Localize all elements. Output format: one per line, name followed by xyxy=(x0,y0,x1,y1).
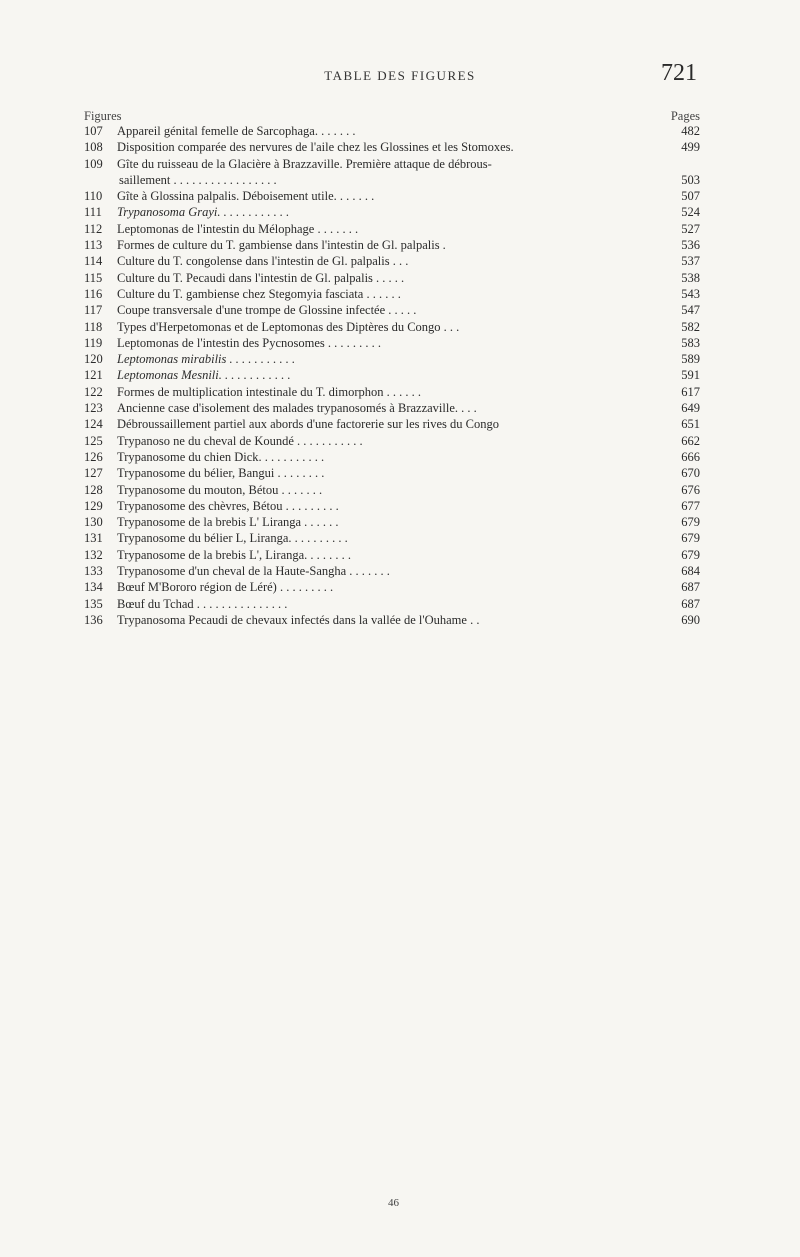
page-reference: 687 xyxy=(681,580,700,595)
figure-number: 118 xyxy=(84,319,103,334)
figure-number: 120 xyxy=(84,352,103,367)
page-reference: 507 xyxy=(681,189,700,204)
page-reference: 499 xyxy=(681,140,700,155)
figure-number: 134 xyxy=(84,580,103,595)
page-reference: 591 xyxy=(681,368,700,383)
figure-number: 111 xyxy=(84,205,102,220)
list-item xyxy=(84,237,700,253)
page-reference: 589 xyxy=(681,352,700,367)
figure-number: 109 xyxy=(84,156,103,171)
figure-caption: Trypanosome d'un cheval de la Haute-Sangha . . . . . . . xyxy=(117,564,390,579)
figure-caption: Débroussaillement partiel aux abords d'une factorerie sur les rives du Congo xyxy=(117,417,500,432)
running-title: TABLE DES FIGURES xyxy=(324,68,476,83)
page-reference: 538 xyxy=(681,270,700,285)
figure-number: 114 xyxy=(84,254,103,269)
figure-caption: Disposition comparée des nervures de l'aile chez les Glossines et les Stomoxes. xyxy=(117,140,514,155)
list-item xyxy=(84,596,700,612)
figure-caption: Bœuf du Tchad . . . . . . . . . . . . . . . xyxy=(117,596,288,611)
page-reference: 543 xyxy=(681,286,700,301)
figure-number: 115 xyxy=(84,270,103,285)
list-item xyxy=(84,351,700,367)
figure-number: 107 xyxy=(84,124,103,138)
page-reference: 651 xyxy=(681,417,700,432)
page-reference: 547 xyxy=(681,303,700,318)
list-item xyxy=(84,482,700,498)
list-item xyxy=(84,156,700,189)
list-item xyxy=(84,612,700,628)
figure-number: 123 xyxy=(84,401,103,416)
figure-number: 119 xyxy=(84,335,103,350)
list-item xyxy=(84,319,700,335)
pages-column-header: Pages xyxy=(670,109,700,123)
list-item xyxy=(84,547,700,563)
figure-caption: Trypanosoma Pecaudi de chevaux infectés dans la vallée de l'Ouhame . . xyxy=(117,612,480,627)
figure-caption: Leptomonas mirabilis . . . . . . . . . . . xyxy=(117,352,296,367)
figure-number: 125 xyxy=(84,433,103,448)
figure-caption: Trypanosome du bélier L, Liranga. . . . . . . . . . xyxy=(117,531,348,546)
figure-caption: Culture du T. congolense dans l'intestin de Gl. palpalis . . . xyxy=(117,254,409,269)
page-reference: 676 xyxy=(681,482,700,497)
figure-caption: Bœuf M'Bororo région de Léré) . . . . . . . . . xyxy=(117,580,334,595)
page-reference: 666 xyxy=(681,449,700,464)
figure-caption: Trypanosoma Grayi. . . . . . . . . . . . xyxy=(117,205,290,220)
page-reference: 670 xyxy=(681,466,700,481)
page-reference: 690 xyxy=(681,612,700,627)
figure-caption: Ancienne case d'isolement des malades trypanosomés à Brazzaville. . . . xyxy=(117,401,477,416)
page-header xyxy=(0,62,800,102)
list-item xyxy=(84,449,700,465)
list-item xyxy=(84,335,700,351)
figure-number: 116 xyxy=(84,286,103,301)
list-item xyxy=(84,563,700,579)
list-item xyxy=(84,400,700,416)
figure-caption: Trypanosome du bélier, Bangui . . . . . . . . xyxy=(117,466,325,481)
page-reference: 527 xyxy=(681,221,700,236)
figure-number: 108 xyxy=(84,140,103,155)
figure-list xyxy=(84,123,700,628)
figure-number: 127 xyxy=(84,466,103,481)
list-item xyxy=(84,579,700,595)
list-item xyxy=(84,302,700,318)
figures-column-header: Figures xyxy=(84,109,122,123)
list-item xyxy=(84,221,700,237)
list-item xyxy=(84,253,700,269)
figure-caption: Leptomonas de l'intestin du Mélophage . . . . . . . xyxy=(117,221,359,236)
page-reference: 582 xyxy=(681,319,700,334)
figure-caption: Trypanosome des chèvres, Bétou . . . . . . . . . xyxy=(117,498,339,513)
list-item xyxy=(84,123,700,139)
list-item xyxy=(84,188,700,204)
list-item xyxy=(84,204,700,220)
page-reference: 583 xyxy=(681,335,700,350)
figure-caption: Formes de multiplication intestinale du T. dimorphon . . . . . . xyxy=(117,384,422,399)
figure-caption: Trypanosome du chien Dick. . . . . . . . . . . xyxy=(117,449,325,464)
list-item xyxy=(84,433,700,449)
list-item xyxy=(84,416,700,432)
figure-caption: Coupe transversale d'une trompe de Glossine infectée . . . . . xyxy=(117,303,417,318)
figure-caption-continuation: saillement . . . . . . . . . . . . . . . . . xyxy=(119,172,277,187)
page-reference: 677 xyxy=(681,498,700,513)
list-item xyxy=(84,270,700,286)
figure-caption: Gîte à Glossina palpalis. Déboisement utile. . . . . . . xyxy=(117,189,375,204)
figure-number: 124 xyxy=(84,417,103,432)
page-reference: 617 xyxy=(681,384,700,399)
page-number: 721 xyxy=(661,60,697,86)
figure-number: 122 xyxy=(84,384,103,399)
page-reference: 536 xyxy=(681,238,700,253)
list-item xyxy=(84,139,700,155)
figure-number: 121 xyxy=(84,368,103,383)
figure-number: 110 xyxy=(84,189,103,204)
page-reference: 679 xyxy=(681,547,700,562)
figure-number: 113 xyxy=(84,238,103,253)
figure-caption: Trypanosome de la brebis L', Liranga. . . . . . . . xyxy=(117,547,352,562)
page-reference: 503 xyxy=(681,172,700,187)
figure-caption: Trypanoso ne du cheval de Koundé . . . . . . . . . . . xyxy=(117,433,363,448)
list-item xyxy=(84,530,700,546)
figure-caption: Culture du T. Pecaudi dans l'intestin de Gl. palpalis . . . . . xyxy=(117,270,405,285)
list-item xyxy=(84,367,700,383)
figure-caption: Types d'Herpetomonas et de Leptomonas des Diptères du Congo . . . xyxy=(117,319,460,334)
figure-number: 117 xyxy=(84,303,103,318)
figure-caption: Trypanosome du mouton, Bétou . . . . . . . xyxy=(117,482,323,497)
list-item xyxy=(84,514,700,530)
list-item xyxy=(84,384,700,400)
page-reference: 662 xyxy=(681,433,700,448)
page-reference: 649 xyxy=(681,401,700,416)
figure-caption: Leptomonas Mesnili. . . . . . . . . . . . xyxy=(117,368,291,383)
page-reference: 524 xyxy=(681,205,700,220)
figure-number: 128 xyxy=(84,482,103,497)
figure-caption: Trypanosome de la brebis L' Liranga . . . . . . xyxy=(117,515,339,530)
figure-caption: Appareil génital femelle de Sarcophaga. . . . . . . xyxy=(117,124,356,138)
figure-number: 126 xyxy=(84,449,103,464)
list-item xyxy=(84,465,700,481)
figure-caption: Gîte du ruisseau de la Glacière à Brazzaville. Première attaque de débrous- xyxy=(117,156,492,171)
figure-number: 130 xyxy=(84,515,103,530)
figure-number: 133 xyxy=(84,564,103,579)
list-item xyxy=(84,286,700,302)
list-item xyxy=(84,498,700,514)
figure-number: 135 xyxy=(84,596,103,611)
figure-number: 132 xyxy=(84,547,103,562)
page-reference: 687 xyxy=(681,596,700,611)
page-reference: 684 xyxy=(681,564,700,579)
page-reference: 537 xyxy=(681,254,700,269)
figure-number: 136 xyxy=(84,612,103,627)
figure-caption: Formes de culture du T. gambiense dans l'intestin de Gl. palpalis . xyxy=(117,238,446,253)
figure-caption: Culture du T. gambiense chez Stegomyia fasciata . . . . . . xyxy=(117,286,401,301)
figure-number: 129 xyxy=(84,498,103,513)
signature-mark: 46 xyxy=(388,1197,399,1209)
page-reference: 679 xyxy=(681,531,700,546)
page-reference: 679 xyxy=(681,515,700,530)
figure-caption: Leptomonas de l'intestin des Pycnosomes . . . . . . . . . xyxy=(117,335,382,350)
figure-number: 131 xyxy=(84,531,103,546)
figure-number: 112 xyxy=(84,221,103,236)
page-reference: 482 xyxy=(681,124,700,138)
